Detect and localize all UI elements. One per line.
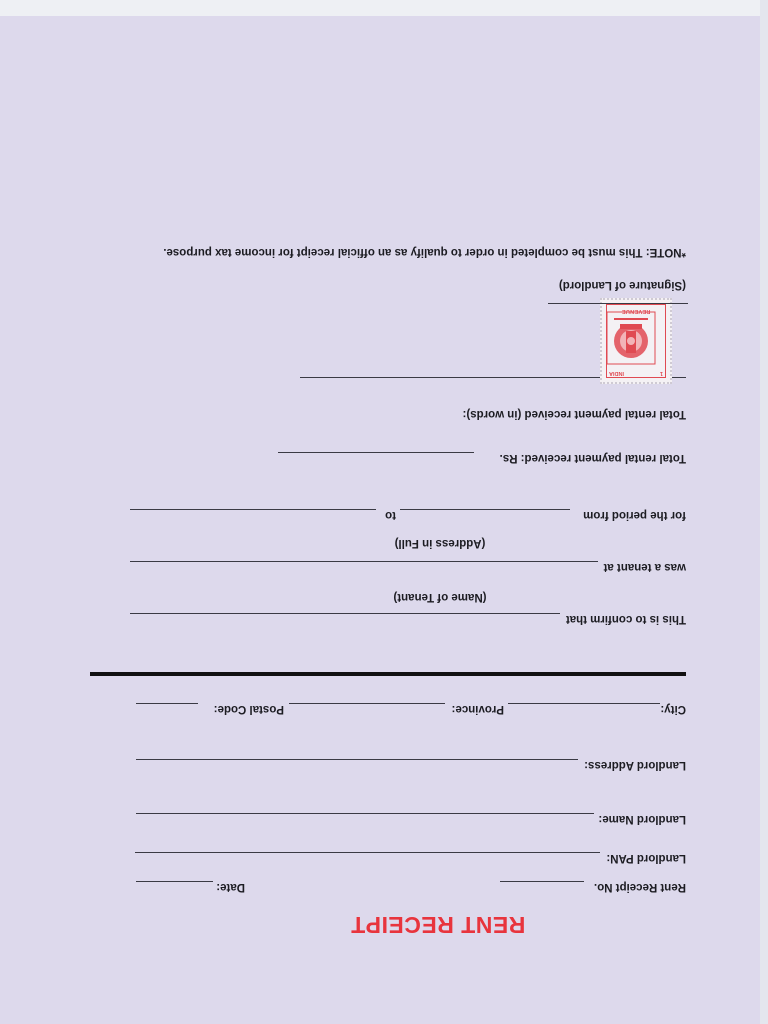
revenue-stamp (600, 298, 672, 384)
date-label: Date: (216, 881, 245, 893)
address-caption: (Address in Full) (394, 537, 486, 549)
landlord-pan-label: Landlord PAN: (606, 852, 686, 864)
postal-code-line[interactable] (136, 703, 198, 704)
period-to-text: to (385, 509, 396, 521)
province-label: Province: (451, 703, 504, 715)
stamp-country: INDIA (609, 370, 624, 376)
revenue-stamp-emblem-icon (606, 311, 656, 365)
revenue-stamp-header (607, 369, 665, 376)
landlord-address-label: Landlord Address: (584, 759, 686, 771)
payment-text: Total rental payment received: Rs. (499, 452, 686, 464)
tenant-name-caption: (Name of Tenant) (393, 591, 487, 603)
tenant-address-line[interactable] (130, 561, 598, 562)
section-divider (90, 672, 686, 676)
confirm-text: This is to confirm that (565, 613, 686, 625)
tenant-at-text: was a tenant at (603, 561, 686, 573)
landlord-pan-line[interactable] (135, 852, 600, 853)
period-from-text: for the period from (583, 509, 686, 521)
tax-note: *NOTE: This must be completed in order to qualify as an official receipt for income tax purpose. (163, 246, 686, 258)
period-from-line[interactable] (400, 509, 570, 510)
stamp-value: 1 (659, 370, 663, 376)
province-line[interactable] (289, 703, 445, 704)
date-line[interactable] (136, 881, 213, 882)
receipt-title: RENT RECEIPT (350, 912, 526, 938)
landlord-address-line[interactable] (136, 759, 578, 760)
receipt-no-label: Rent Receipt No. (593, 881, 686, 893)
stamp-word: REVENUE (621, 308, 651, 314)
postal-code-label: Postal Code: (213, 703, 284, 715)
period-to-line[interactable] (130, 509, 376, 510)
city-label: City: (660, 703, 686, 715)
revenue-stamp-frame (606, 304, 666, 378)
landlord-name-label: Landlord Name: (598, 813, 686, 825)
landlord-name-line[interactable] (136, 813, 594, 814)
city-line[interactable] (508, 703, 660, 704)
payment-words-text: Total rental payment received (in words): (462, 408, 686, 420)
signature-line[interactable] (548, 303, 688, 304)
tenant-name-line[interactable] (130, 613, 560, 614)
payment-amount-line[interactable] (278, 452, 474, 453)
signature-caption: (Signature of Landlord) (558, 279, 686, 291)
receipt-no-line[interactable] (500, 881, 584, 882)
